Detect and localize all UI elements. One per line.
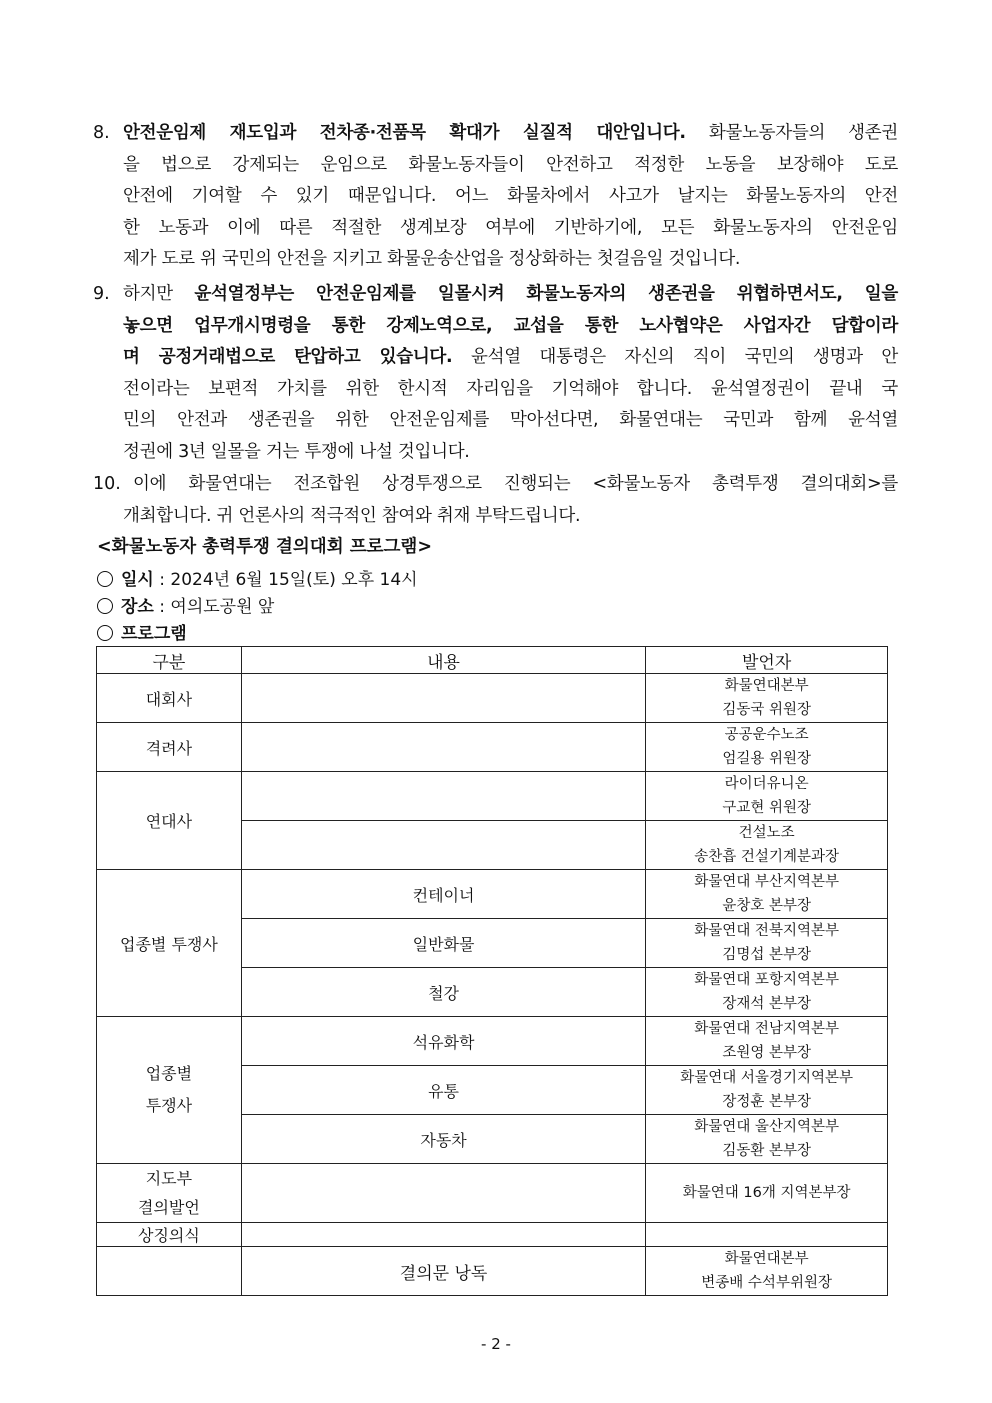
speaker-cell: 화물연대 서울경기지역본부 장정훈 본부장	[646, 1066, 888, 1115]
content-cell: 석유화학	[241, 1017, 645, 1066]
speaker-cell	[646, 1223, 888, 1247]
program-title: <화물노동자 총력투쟁 결의대회 프로그램>	[97, 537, 432, 557]
paragraph-line: 하지만 윤석열정부는 안전운임제를 일몰시켜 화물노동자의 생존권을 위협하면서도, 일을	[123, 284, 899, 304]
content-cell	[241, 772, 645, 821]
info-program: 프로그램	[97, 619, 187, 644]
table-row	[97, 1247, 888, 1296]
info-date: 일시 : 2024년 6월 15일(토) 오후 14시	[97, 565, 418, 590]
speaker-cell: 공공운수노조 엄길용 위원장	[646, 723, 888, 772]
paragraph-line: 전이라는 보편적 가치를 위한 한시적 자리임을 기억해야 합니다. 윤석열정권이 끝내 국	[123, 378, 898, 399]
speaker-cell: 건설노조 송찬흡 건설기계분과장	[646, 821, 888, 870]
paragraph-body	[123, 469, 898, 532]
paragraph-9	[93, 279, 898, 469]
speaker-cell: 화물연대 포항지역본부 장재석 본부장	[646, 968, 888, 1017]
category-cell	[97, 1247, 242, 1296]
page-number: - 2 -	[481, 1335, 511, 1353]
speaker-cell: 화물연대본부 김동국 위원장	[646, 674, 888, 723]
paragraph-line: 을 법으로 강제되는 운임으로 화물노동자들이 안전하고 적정한 노동을 보장해야 도로	[123, 154, 898, 175]
paragraph-number: 8.	[93, 123, 110, 143]
header-category: 구분	[97, 647, 242, 674]
circle-bullet-icon	[97, 598, 113, 614]
category-cell: 연대사	[97, 772, 242, 870]
paragraph-line: 개최합니다. 귀 언론사의 적극적인 참여와 취재 부탁드립니다.	[123, 505, 581, 526]
content-cell: 일반화물	[241, 919, 645, 968]
table-row	[97, 1017, 888, 1066]
paragraph-8	[93, 118, 898, 276]
paragraph-line: 이에 화물연대는 전조합원 상경투쟁으로 진행되는 <화물노동자 총력투쟁 결의대회>를	[133, 474, 898, 494]
table-row	[97, 723, 888, 772]
table-row	[97, 1223, 888, 1247]
paragraph-line: 안전운임제 재도입과 전차종·전품목 확대가 실질적 대안입니다. 화물노동자들의 생존권	[123, 123, 899, 143]
paragraph-10	[93, 469, 898, 532]
table-header-row	[97, 647, 888, 674]
paragraph-line: 며 공정거래법으로 탄압하고 있습니다. 윤석열 대통령은 자신의 직이 국민의 생명과 안	[123, 347, 898, 368]
content-cell: 유통	[241, 1066, 645, 1115]
content-cell	[241, 1164, 645, 1223]
category-cell: 업종별 투쟁사	[97, 870, 242, 1017]
content-cell: 자동차	[241, 1115, 645, 1164]
circle-bullet-icon	[97, 625, 113, 641]
paragraph-body	[123, 279, 898, 469]
paragraph-number: 9.	[93, 284, 110, 304]
speaker-cell: 화물연대본부 변종배 수석부위원장	[646, 1247, 888, 1296]
paragraph-line: 안전에 기여할 수 있기 때문입니다. 어느 화물차에서 사고가 날지는 화물노동자의 안전	[123, 186, 898, 207]
speaker-cell: 라이더유니온 구교현 위원장	[646, 772, 888, 821]
info-place: 장소 : 여의도공원 앞	[97, 592, 274, 617]
category-cell: 지도부 결의발언	[97, 1164, 242, 1223]
category-cell: 상징의식	[97, 1223, 242, 1247]
content-cell	[241, 674, 645, 723]
table-row	[97, 1164, 888, 1223]
content-cell: 컨테이너	[241, 870, 645, 919]
paragraph-number: 10.	[93, 474, 121, 494]
program-table	[96, 646, 888, 1296]
speaker-cell: 화물연대 전남지역본부 조원영 본부장	[646, 1017, 888, 1066]
category-cell: 대회사	[97, 674, 242, 723]
content-cell	[241, 821, 645, 870]
category-cell: 업종별 투쟁사	[97, 1017, 242, 1164]
content-cell: 철강	[241, 968, 645, 1017]
content-cell	[241, 1223, 645, 1247]
content-cell	[241, 723, 645, 772]
speaker-cell: 화물연대 부산지역본부 윤창호 본부장	[646, 870, 888, 919]
table-row	[97, 870, 888, 919]
table-row	[97, 674, 888, 723]
paragraph-line: 정권에 3년 일몰을 거는 투쟁에 나설 것입니다.	[123, 441, 470, 462]
paragraph-line: 제가 도로 위 국민의 안전을 지키고 화물운송산업을 정상화하는 첫걸음일 것입니다.	[123, 249, 741, 270]
content-cell: 결의문 낭독	[241, 1247, 645, 1296]
paragraph-body	[123, 118, 898, 276]
speaker-cell: 화물연대 전북지역본부 김명섭 본부장	[646, 919, 888, 968]
paragraph-line: 민의 안전과 생존권을 위한 안전운임제를 막아선다면, 화물연대는 국민과 함께 윤석열	[123, 410, 898, 431]
header-speaker: 발언자	[646, 647, 888, 674]
paragraph-line: 놓으면 업무개시명령을 통한 강제노역으로, 교섭을 통한 노사협약은 사업자간 담합이라	[123, 315, 898, 336]
category-cell: 격려사	[97, 723, 242, 772]
header-content: 내용	[241, 647, 645, 674]
table-row	[97, 772, 888, 821]
paragraph-line: 한 노동과 이에 따른 적절한 생계보장 여부에 기반하기에, 모든 화물노동자의 안전운임	[123, 217, 898, 238]
speaker-cell: 화물연대 16개 지역본부장	[646, 1164, 888, 1223]
speaker-cell: 화물연대 울산지역본부 김동환 본부장	[646, 1115, 888, 1164]
circle-bullet-icon	[97, 571, 113, 587]
